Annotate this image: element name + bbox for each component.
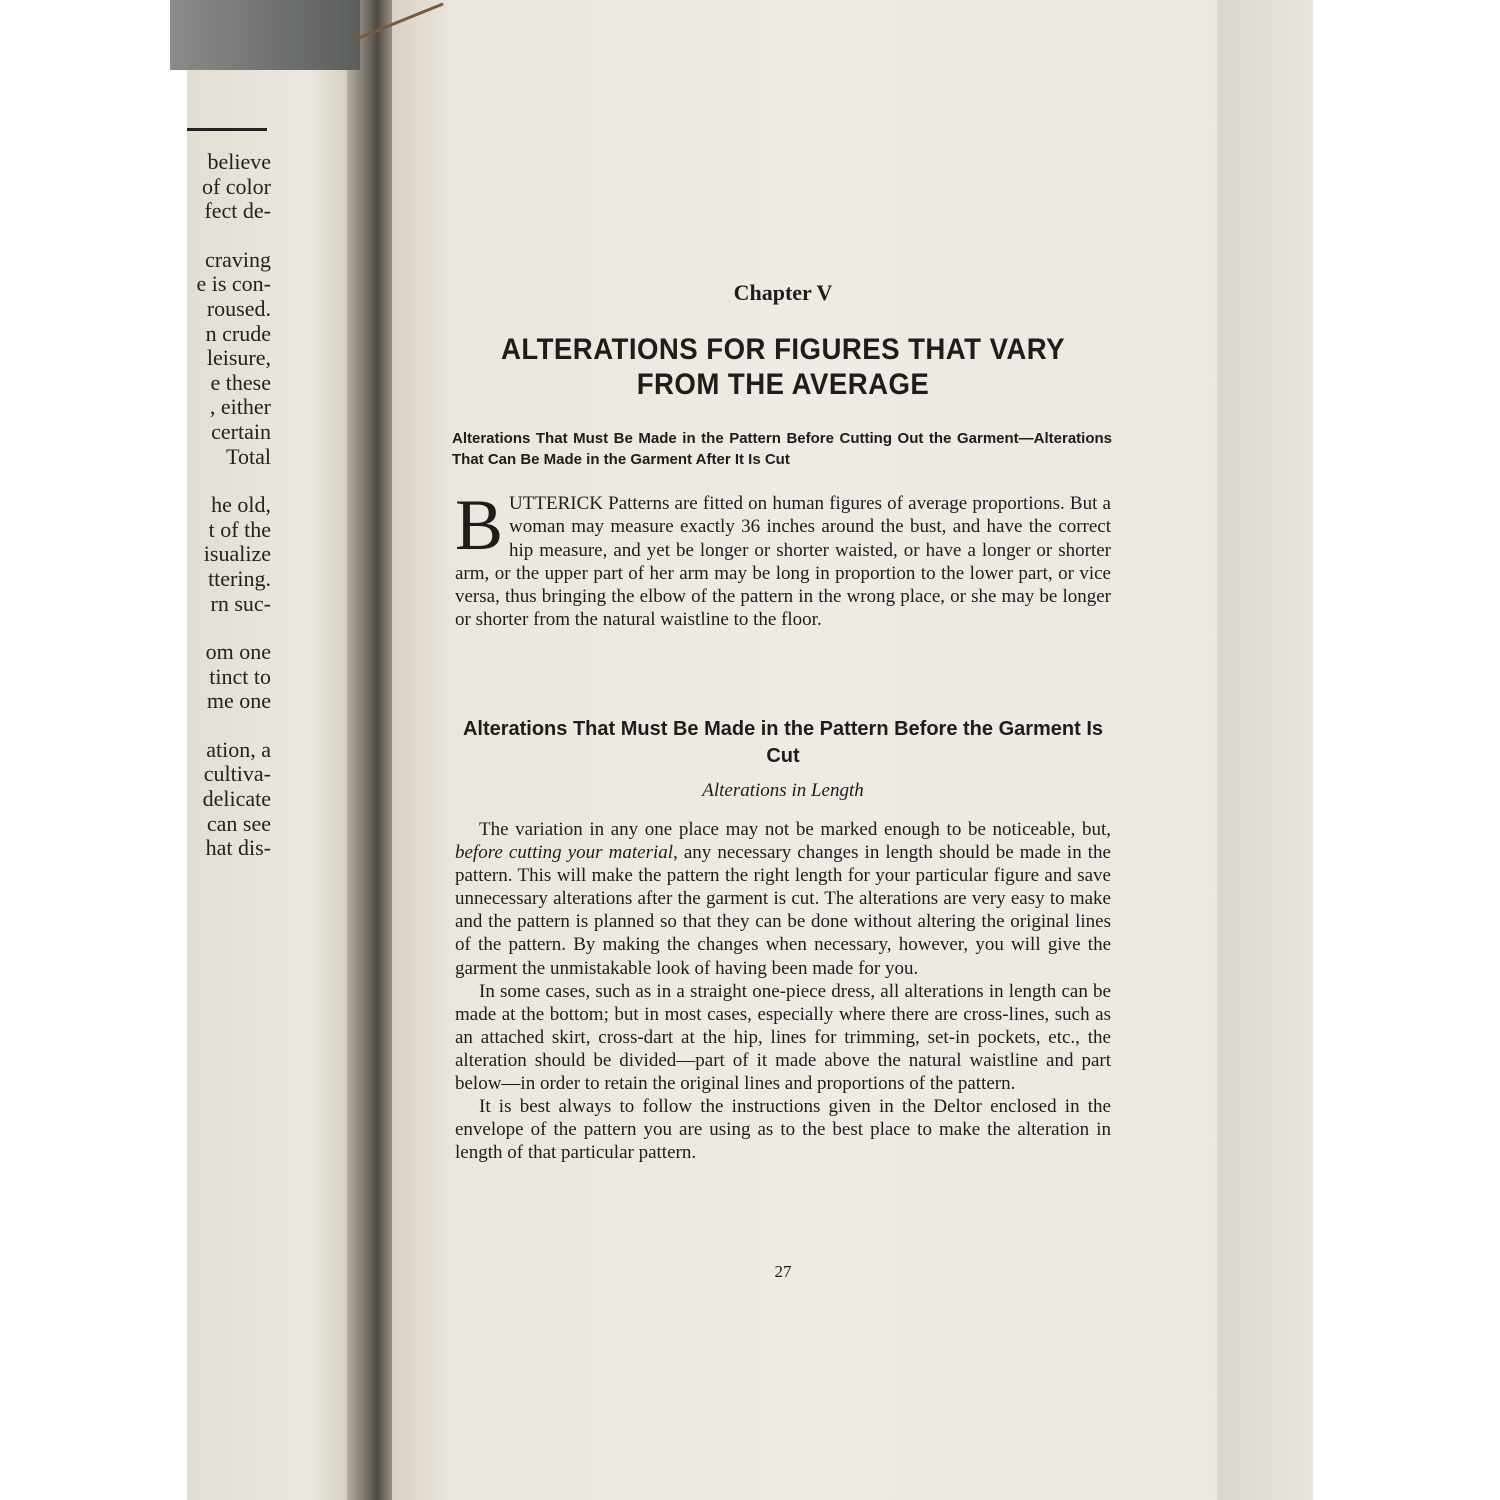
paragraph-text: The variation in any one place may not be marked enough to be noticeable, but, — [479, 819, 1111, 840]
left-page-line: delicate — [202, 786, 271, 812]
left-page-line: of color — [201, 173, 271, 199]
subsection-heading: Alterations in Length — [702, 780, 864, 801]
book-cover — [170, 0, 360, 70]
left-page-line: he old, — [211, 492, 271, 518]
left-page-rule — [187, 128, 267, 131]
left-page-gap — [171, 714, 271, 738]
left-page-line: e is con- — [196, 271, 271, 297]
left-page-gap — [171, 616, 271, 640]
paragraph: It is best always to follow the instructions given in the Deltor enclosed in the envelope of the pattern you are using as to the best place to make the alteration in length of that particular pattern. — [455, 1096, 1111, 1164]
left-page-line: hat dis- — [205, 835, 271, 861]
chapter-title: ALTERATIONS FOR FIGURES THAT VARY FROM THE AVERAGE — [500, 333, 1066, 401]
left-page-line: e these — [210, 369, 271, 395]
left-page-line: me one — [206, 688, 271, 714]
intro-text: UTTERICK Patterns are fitted on human figures of average proportions. But a woman may measure exactly 36 inches around the bust, and have the correct hip measure, and yet be longer or shorter waisted, or have a longer or shorter arm, or the upper part of her arm may be long in proportion to the lower part, or vice versa, thus bringing the elbow of the pattern in the wrong place, or she may be longer or shorter from the natural waistline to the floor. — [455, 493, 1111, 631]
drop-cap: B — [455, 485, 504, 565]
intro-paragraph — [455, 485, 1111, 632]
left-page-line: t of the — [208, 516, 271, 542]
paragraph — [455, 818, 1111, 980]
body-text — [455, 818, 1111, 1164]
left-page-line: rn suc- — [210, 590, 271, 616]
left-page-gap — [171, 224, 271, 248]
section-heading: Alterations That Must Be Made in the Pattern Before the Garment Is Cut — [462, 718, 1104, 767]
left-page-line: roused. — [206, 295, 271, 321]
left-page-line: , either — [209, 394, 271, 420]
page-edge — [1217, 0, 1313, 1500]
left-page-line: ation, a — [206, 736, 271, 762]
page-number: 27 — [774, 1262, 792, 1281]
left-page-line: Total — [226, 443, 271, 469]
paragraph-text: any necessary changes in length should be made in the pattern. This will make the pattern the right length for your particular figure and save unnecessary alterations after the garment is cut. The alterations are very easy to make and the pattern is planned so that they can be done without altering the original lines of the pattern. By making the changes when necessary, however, you will give the garment the unmistakable look of having been made for you. — [455, 842, 1111, 979]
chapter-subtitle: Alterations That Must Be Made in the Pattern Before Cutting Out the Garment—Alterations That Can Be Made in the Garment After It Is Cut — [452, 430, 1112, 468]
left-page-line: believe — [207, 149, 271, 174]
left-page-line: certain — [211, 418, 271, 444]
left-page-text — [171, 150, 271, 861]
left-page-line: tinct to — [209, 663, 271, 689]
left-page-line: fect de- — [204, 198, 271, 224]
left-page-line: cultiva- — [203, 761, 271, 787]
left-page-line: om one — [205, 639, 271, 665]
left-page-line: ttering. — [208, 565, 271, 591]
left-page-line: n crude — [205, 320, 271, 346]
left-page-line: isualize — [203, 541, 271, 567]
paragraph: In some cases, such as in a straight one-piece dress, all alterations in length can be made at the bottom; but in most cases, especially where there are cross-lines, such as an attached skirt, cross-dart at the hip, lines for trimming, set-in pockets, etc., the alteration should be divided—part of it made above the natural waistline and part below—in order to retain the original lines and proportions of the pattern. — [455, 980, 1111, 1095]
left-page-gap — [171, 469, 271, 493]
left-page-line: craving — [205, 246, 271, 272]
left-page-line: leisure, — [206, 345, 271, 371]
left-page-line: can see — [206, 810, 271, 836]
emphasis-text: before cutting your material, — [455, 842, 678, 864]
chapter-label: Chapter V — [733, 280, 833, 305]
